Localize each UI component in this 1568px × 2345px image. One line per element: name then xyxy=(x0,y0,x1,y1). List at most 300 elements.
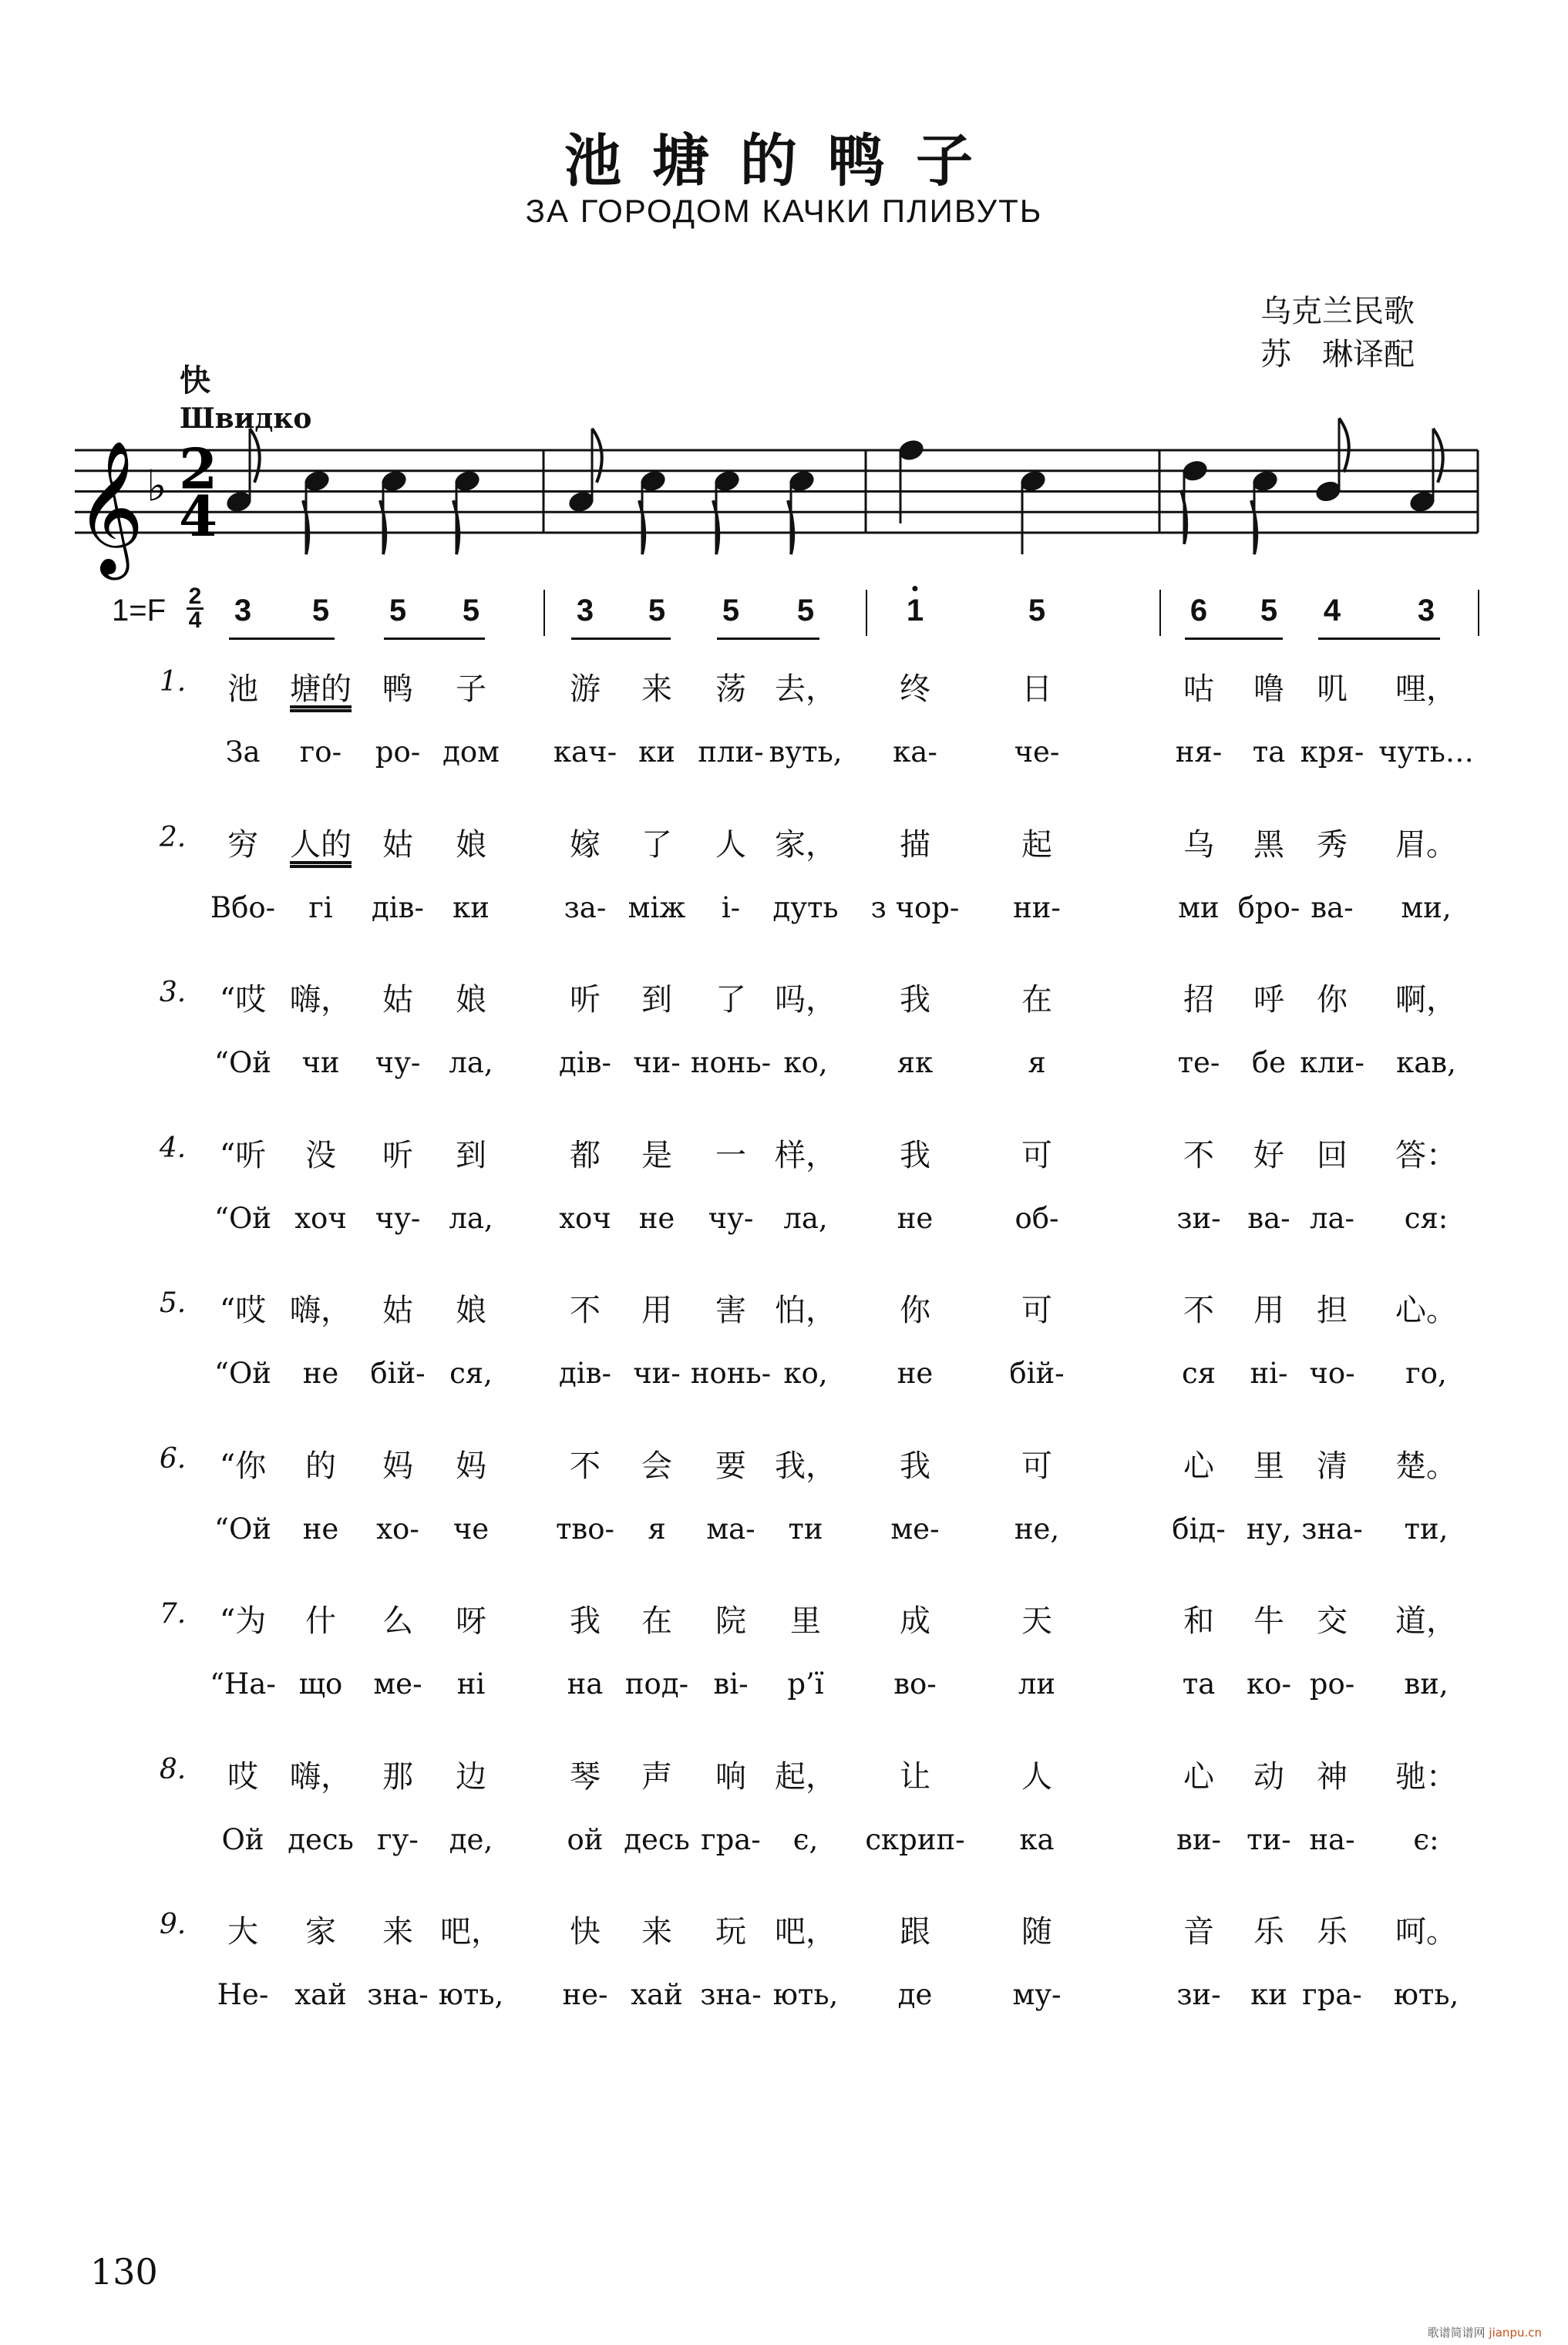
jianpu-note: 6 xyxy=(1189,594,1208,627)
verse-number: 2. xyxy=(159,821,187,853)
lyric-zh: 我， xyxy=(775,1448,836,1484)
lyric-uk: ні- xyxy=(1250,1357,1288,1390)
lyric-zh: 嗨， xyxy=(290,982,352,1018)
lyric-uk: скрип- xyxy=(865,1822,965,1856)
song-title: 池塘的鸭子 xyxy=(564,128,1004,194)
verse-number: 6. xyxy=(159,1442,187,1475)
lyric-uk: бій- xyxy=(370,1357,426,1390)
lyric-zh: 回 xyxy=(1317,1137,1348,1173)
lyric-zh: 荡 xyxy=(715,671,746,707)
jianpu-note: 5 xyxy=(389,594,407,627)
lyric-uk: ро- xyxy=(1309,1667,1355,1701)
lyric-uk: ну, xyxy=(1246,1512,1292,1546)
lyric-uk: ни- xyxy=(1013,890,1061,924)
lyric-zh: 乌 xyxy=(1183,826,1214,863)
lyric-zh: 起， xyxy=(775,1758,836,1795)
lyric-uk: дів- xyxy=(559,1046,611,1079)
jianpu-note: 5 xyxy=(311,594,330,627)
lyric-uk: не xyxy=(897,1201,934,1235)
lyric-zh: 答： xyxy=(1395,1137,1457,1173)
credit-translator: 苏 琳译配 xyxy=(1260,337,1415,372)
lyric-uk: ро- xyxy=(375,735,421,769)
lyric-uk: Не- xyxy=(217,1978,269,2011)
lyric-zh: 让 xyxy=(900,1758,930,1795)
lyric-zh: 呼 xyxy=(1253,982,1284,1018)
lyric-uk: не, xyxy=(1014,1512,1060,1546)
lyric-uk: вуть, xyxy=(769,735,843,769)
lyric-uk: не xyxy=(897,1357,934,1390)
lyric-zh: 没 xyxy=(305,1137,336,1173)
lyric-uk: ві- xyxy=(713,1667,749,1701)
lyric-zh: 吧， xyxy=(440,1914,502,1950)
lyric-uk: ла- xyxy=(1309,1201,1355,1235)
lyric-zh: 担 xyxy=(1317,1293,1348,1328)
lyric-uk: дів- xyxy=(559,1357,611,1390)
lyric-uk: десь xyxy=(624,1822,690,1856)
lyric-uk: кав, xyxy=(1396,1046,1456,1079)
lyric-uk: є, xyxy=(792,1822,819,1856)
lyric-zh: 院 xyxy=(715,1603,746,1639)
time-sig-bottom: 4 xyxy=(179,483,218,549)
lyric-zh: 呵。 xyxy=(1395,1914,1457,1950)
jianpu-note: 3 xyxy=(234,594,252,627)
verse-number: 9. xyxy=(159,1909,187,1940)
lyric-uk: десь xyxy=(288,1822,354,1856)
lyric-zh: 和 xyxy=(1183,1603,1214,1639)
lyric-zh: 来 xyxy=(641,671,672,707)
lyric-uk: чуть… xyxy=(1378,735,1474,769)
lyric-zh: 娘 xyxy=(456,1293,486,1328)
barline xyxy=(543,590,545,636)
note-flag xyxy=(592,429,602,483)
verse-number: 8. xyxy=(159,1753,187,1785)
lyric-uk: кли- xyxy=(1300,1046,1364,1079)
page-number: 130 xyxy=(90,2251,158,2293)
lyric-uk: ють, xyxy=(772,1978,839,2011)
lyric-zh: 秀 xyxy=(1317,826,1348,863)
lyric-zh: 娘 xyxy=(456,826,486,863)
lyric-uk: не xyxy=(302,1512,339,1546)
lyric-uk: го- xyxy=(299,735,342,769)
lyric-zh: 我 xyxy=(900,1448,930,1484)
lyric-uk: пли- xyxy=(698,735,764,769)
lyric-zh: 我 xyxy=(900,1137,930,1173)
jianpu-note: 5 xyxy=(722,594,740,627)
lyric-uk: та xyxy=(1182,1667,1216,1701)
lyric-zh: 好 xyxy=(1253,1137,1284,1173)
lyric-uk: тво- xyxy=(555,1512,615,1546)
lyric-uk: ти- xyxy=(1247,1822,1291,1856)
lyric-uk: ки xyxy=(638,735,675,769)
lyric-uk: во- xyxy=(893,1667,937,1701)
lyric-uk: ли xyxy=(1018,1667,1056,1701)
jianpu-note: 3 xyxy=(576,594,594,627)
lyric-zh: 可 xyxy=(1021,1137,1052,1173)
lyric-zh: 牛 xyxy=(1253,1603,1284,1639)
lyric-uk: нонь- xyxy=(690,1046,772,1079)
lyric-uk: гра- xyxy=(1302,1978,1362,2011)
lyric-zh: 姑 xyxy=(382,1293,413,1328)
lyric-zh: 怕， xyxy=(775,1293,836,1328)
lyric-uk: не xyxy=(638,1201,675,1235)
lyric-uk: не- xyxy=(562,1978,608,2011)
lyric-uk: зна- xyxy=(367,1978,429,2011)
lyric-zh: 穷 xyxy=(227,826,258,863)
lyric-zh: 么 xyxy=(382,1603,413,1639)
lyric-uk: ми, xyxy=(1401,890,1452,924)
verse-number: 3. xyxy=(159,977,187,1008)
watermark-cn: 歌谱简谱网 xyxy=(1427,2326,1486,2340)
jianpu-note: 4 xyxy=(1323,594,1341,627)
lyric-zh: 来 xyxy=(641,1914,672,1950)
lyric-zh: 吗， xyxy=(775,982,836,1018)
lyric-zh: 到 xyxy=(456,1137,486,1173)
lyric-uk: де, xyxy=(449,1822,493,1856)
lyric-uk: ся xyxy=(1181,1357,1216,1390)
lyric-zh: 起 xyxy=(1021,826,1052,863)
lyric-uk: на xyxy=(567,1667,604,1701)
lyric-zh: 黑 xyxy=(1253,826,1284,863)
lyric-zh: 楚。 xyxy=(1395,1448,1457,1484)
lyric-uk: дуть xyxy=(772,890,839,924)
lyric-zh: 响 xyxy=(715,1758,746,1795)
lyric-uk: ко- xyxy=(1247,1667,1291,1701)
lyric-zh: 可 xyxy=(1021,1293,1052,1328)
lyric-zh: “听 xyxy=(219,1137,267,1173)
song-subtitle: ЗА ГОРОДОМ КАЧКИ ПЛИВУТЬ xyxy=(525,193,1043,229)
lyric-uk: хоч xyxy=(294,1201,347,1235)
lyric-uk: між xyxy=(628,890,686,924)
lyric-zh: 什 xyxy=(305,1603,336,1639)
lyric-zh: 塘的 xyxy=(290,671,352,707)
lyric-zh: 大 xyxy=(227,1914,258,1950)
lyric-zh: 边 xyxy=(456,1758,486,1795)
treble-clef-icon: 𝄞 xyxy=(76,440,144,574)
lyric-uk: му- xyxy=(1012,1978,1062,2011)
lyric-uk: зи- xyxy=(1176,1201,1221,1235)
lyric-uk: Вбо- xyxy=(210,890,276,924)
lyric-zh: 交 xyxy=(1317,1603,1348,1639)
lyric-zh: 驰： xyxy=(1395,1758,1457,1795)
lyric-uk: бе xyxy=(1251,1046,1287,1079)
lyric-zh: 可 xyxy=(1021,1448,1052,1484)
lyric-zh: 跟 xyxy=(900,1914,930,1950)
lyric-uk: че- xyxy=(1014,735,1060,769)
lyric-uk: об- xyxy=(1014,1201,1059,1235)
lyric-uk: ся: xyxy=(1404,1201,1449,1235)
lyric-zh: 人的 xyxy=(290,826,352,863)
lyric-zh: 心 xyxy=(1183,1448,1214,1484)
lyric-uk: ла, xyxy=(449,1046,493,1079)
lyric-zh: 终 xyxy=(900,671,930,707)
lyric-uk: ка xyxy=(1019,1822,1055,1856)
lyric-uk: чу- xyxy=(375,1046,421,1079)
barline xyxy=(1478,590,1479,636)
lyric-uk: бій- xyxy=(1009,1357,1065,1390)
lyric-zh: 嗨， xyxy=(290,1758,352,1795)
verse-number: 5. xyxy=(159,1287,187,1319)
lyric-uk: “Ой xyxy=(214,1357,271,1390)
lyric-zh: 来 xyxy=(382,1914,413,1950)
lyric-zh: “哎 xyxy=(219,982,267,1018)
lyric-uk: ють, xyxy=(1393,1978,1459,2011)
lyric-zh: 不 xyxy=(570,1448,601,1484)
jianpu-note: 5 xyxy=(796,594,815,627)
lyric-zh: 呀 xyxy=(456,1603,486,1639)
note-flag xyxy=(1339,419,1349,473)
lyric-uk: чи- xyxy=(633,1046,681,1079)
key-signature: 1=F xyxy=(111,594,167,627)
note-flag xyxy=(250,429,260,483)
lyric-zh: 去， xyxy=(775,671,836,707)
lyric-zh: 在 xyxy=(1021,982,1052,1018)
lyric-uk: “На- xyxy=(210,1667,276,1701)
lyric-uk: ки xyxy=(453,890,490,924)
lyric-uk: ви, xyxy=(1404,1667,1449,1701)
lyric-uk: кач- xyxy=(553,735,617,769)
lyric-zh: 心。 xyxy=(1395,1293,1457,1328)
lyric-zh: 动 xyxy=(1253,1758,1284,1795)
jianpu-note: 3 xyxy=(1417,594,1435,627)
lyric-uk: за- xyxy=(564,890,607,924)
lyric-uk: гра- xyxy=(701,1822,761,1856)
lyric-uk: дів- xyxy=(372,890,424,924)
lyric-uk: чу- xyxy=(708,1201,754,1235)
lyric-uk: дом xyxy=(442,735,500,769)
lyric-uk: ви- xyxy=(1176,1822,1221,1856)
lyric-uk: “Ой xyxy=(214,1201,271,1235)
lyric-zh: 鸭 xyxy=(382,671,413,707)
lyric-zh: 快 xyxy=(570,1914,601,1950)
lyric-uk: чу- xyxy=(375,1201,421,1235)
lyric-uk: че xyxy=(453,1512,490,1546)
lyric-zh: 咕 xyxy=(1183,671,1214,707)
lyric-zh: 家， xyxy=(775,826,836,863)
verse-number: 7. xyxy=(159,1598,187,1630)
lyric-uk: де xyxy=(897,1978,933,2011)
lyric-uk: те- xyxy=(1177,1046,1220,1079)
jianpu-note: 5 xyxy=(1260,594,1278,627)
lyric-uk: ки xyxy=(1250,1978,1287,2011)
lyric-uk: нонь- xyxy=(690,1357,772,1390)
lyric-zh: 吧， xyxy=(775,1914,836,1950)
lyric-uk: ме- xyxy=(890,1512,940,1546)
lyric-zh: 琴 xyxy=(570,1758,601,1795)
lyric-zh: 啊， xyxy=(1395,982,1457,1018)
lyric-zh: 心 xyxy=(1183,1758,1214,1795)
lyric-zh: 道， xyxy=(1395,1603,1457,1639)
lyric-zh: 乐 xyxy=(1253,1914,1284,1950)
lyric-zh: 不 xyxy=(1183,1293,1214,1328)
credit-origin: 乌克兰民歌 xyxy=(1260,294,1415,329)
lyric-zh: 声 xyxy=(641,1758,672,1795)
lyric-uk: гі xyxy=(308,890,333,924)
lyric-uk: бро- xyxy=(1237,890,1300,924)
lyric-zh: 嫁 xyxy=(570,826,601,863)
lyric-zh: 描 xyxy=(900,826,930,863)
lyric-zh: 是 xyxy=(641,1137,672,1173)
lyric-uk: не xyxy=(302,1357,339,1390)
lyric-zh: 会 xyxy=(641,1448,672,1484)
lyric-zh: 娘 xyxy=(456,982,486,1018)
lyric-zh: 清 xyxy=(1317,1448,1348,1484)
lyric-zh: 了 xyxy=(715,982,746,1018)
lyric-uk: ють, xyxy=(438,1978,504,2011)
lyric-zh: 了 xyxy=(641,826,672,863)
lyric-uk: та xyxy=(1252,735,1286,769)
lyric-uk: зна- xyxy=(1301,1512,1363,1546)
lyric-zh: 玩 xyxy=(715,1914,746,1950)
eighth-underline xyxy=(1318,638,1440,640)
lyric-uk: Ой xyxy=(221,1822,264,1856)
lyric-zh: 在 xyxy=(641,1603,672,1639)
lyric-zh: 招 xyxy=(1183,982,1214,1018)
lyric-zh: 随 xyxy=(1021,1914,1052,1950)
lyric-uk: ме- xyxy=(373,1667,422,1701)
lyric-uk: що xyxy=(298,1667,343,1701)
lyric-uk: чи- xyxy=(633,1357,681,1390)
lyric-uk: ма- xyxy=(706,1512,755,1546)
lyric-uk: гу- xyxy=(377,1822,419,1856)
lyric-uk: є: xyxy=(1413,1822,1439,1856)
time-sig-top: 2 xyxy=(179,436,218,502)
lyric-zh: 天 xyxy=(1021,1603,1052,1639)
lyric-uk: я xyxy=(648,1512,666,1546)
lyric-uk: чи xyxy=(301,1046,340,1079)
lyric-uk: под- xyxy=(624,1667,689,1701)
lyric-zh: 一 xyxy=(715,1137,746,1173)
lyric-zh: “为 xyxy=(219,1603,267,1639)
music-staff xyxy=(0,0,1568,694)
lyric-zh: 音 xyxy=(1183,1914,1214,1950)
lyric-uk: і- xyxy=(721,890,741,924)
eighth-underline xyxy=(571,638,671,640)
lyric-uk: як xyxy=(897,1046,934,1079)
lyric-uk: ти, xyxy=(1404,1512,1449,1546)
lyric-zh: 叽 xyxy=(1317,671,1348,707)
lyric-uk: ко, xyxy=(783,1357,828,1390)
lyric-zh: 姑 xyxy=(382,982,413,1018)
jianpu-note: 5 xyxy=(648,594,666,627)
lyric-zh: 我 xyxy=(570,1603,601,1639)
lyric-zh: 害 xyxy=(715,1293,746,1328)
verse-number: 1. xyxy=(159,666,187,698)
lyric-uk: “Ой xyxy=(214,1512,271,1546)
time-bottom: 4 xyxy=(188,607,202,633)
lyric-uk: За xyxy=(225,735,261,769)
lyric-uk: ой xyxy=(567,1822,604,1856)
lyric-zh: 日 xyxy=(1021,671,1052,707)
eighth-underline xyxy=(384,638,485,640)
lyric-zh: 听 xyxy=(570,982,601,1018)
lyric-uk: хо- xyxy=(376,1512,419,1546)
lyric-zh: 家 xyxy=(305,1914,336,1950)
lyric-uk: ня- xyxy=(1175,735,1223,769)
lyric-zh: 都 xyxy=(570,1137,601,1173)
lyric-uk: ся, xyxy=(449,1357,493,1390)
lyric-zh: “你 xyxy=(219,1448,267,1484)
lyric-zh: 噜 xyxy=(1253,671,1284,707)
lyric-zh: 眉。 xyxy=(1395,826,1457,863)
lyric-zh: 人 xyxy=(1021,1758,1052,1795)
lyric-zh: 嗨， xyxy=(290,1293,352,1328)
lyric-zh: 子 xyxy=(456,671,486,707)
lyric-zh: 我 xyxy=(900,982,930,1018)
lyric-uk: ла, xyxy=(449,1201,493,1235)
lyric-zh: 池 xyxy=(227,671,258,707)
lyric-uk: кря- xyxy=(1300,735,1364,769)
time-top: 2 xyxy=(188,584,202,609)
lyric-zh: 姑 xyxy=(382,826,413,863)
lyric-uk: хоч xyxy=(559,1201,611,1235)
jianpu-note: 5 xyxy=(1028,594,1046,627)
lyric-zh: 你 xyxy=(1317,982,1348,1018)
jianpu-note: 5 xyxy=(462,594,480,627)
lyric-zh: 妈 xyxy=(382,1448,413,1484)
lyric-uk: ла, xyxy=(783,1201,828,1235)
lyric-zh: 哎 xyxy=(227,1758,258,1795)
octave-dot xyxy=(913,586,918,591)
eighth-underline xyxy=(1185,638,1283,640)
lyric-zh: 用 xyxy=(1253,1293,1284,1328)
lyric-uk: “Ой xyxy=(214,1046,271,1079)
lyric-zh: 神 xyxy=(1317,1758,1348,1795)
lyric-zh: “哎 xyxy=(219,1293,267,1328)
tempo-marking-zh: 快 xyxy=(180,362,210,399)
lyric-zh: 不 xyxy=(570,1293,601,1328)
lyric-zh: 听 xyxy=(382,1137,413,1173)
lyric-zh: 用 xyxy=(641,1293,672,1328)
lyric-uk: на- xyxy=(1309,1822,1355,1856)
flat-icon: ♭ xyxy=(146,461,167,512)
lyric-zh: 成 xyxy=(900,1603,930,1639)
lyric-uk: ва- xyxy=(1311,890,1354,924)
lyric-zh: 人 xyxy=(715,826,746,863)
eighth-underline xyxy=(717,638,819,640)
lyric-zh: 里 xyxy=(790,1603,821,1639)
lyric-uk: ми xyxy=(1178,890,1220,924)
lyric-zh: 妈 xyxy=(456,1448,486,1484)
lyric-uk: з чор- xyxy=(870,890,960,924)
lyric-uk: ко, xyxy=(783,1046,828,1079)
lyric-zh: 里 xyxy=(1253,1448,1284,1484)
barline xyxy=(866,590,867,636)
lyric-uk: ва- xyxy=(1247,1201,1290,1235)
lyric-uk: зна- xyxy=(700,1978,762,2011)
lyric-zh: 不 xyxy=(1183,1137,1214,1173)
lyric-zh: 要 xyxy=(715,1448,746,1484)
barline xyxy=(1159,590,1161,636)
lyric-zh: 游 xyxy=(570,671,601,707)
tempo-marking-uk: Швидко xyxy=(180,402,312,435)
jianpu-note: 1 xyxy=(907,594,924,628)
lyric-zh: 你 xyxy=(900,1293,930,1328)
lyric-uk: зи- xyxy=(1176,1978,1221,2011)
lyric-uk: ні xyxy=(456,1667,486,1701)
time-signature xyxy=(187,586,204,631)
watermark xyxy=(1428,2324,1542,2340)
lyric-zh: 那 xyxy=(382,1758,413,1795)
lyric-zh: 到 xyxy=(641,982,672,1018)
lyric-uk: р’ї xyxy=(787,1667,824,1701)
lyric-uk: ти xyxy=(788,1512,823,1546)
lyric-zh: 乐 xyxy=(1317,1914,1348,1950)
lyric-uk: бід- xyxy=(1172,1512,1226,1546)
lyric-uk: чо- xyxy=(1309,1357,1355,1390)
eighth-underline xyxy=(229,638,335,640)
lyric-uk: я xyxy=(1028,1046,1046,1079)
lyric-zh: 哩， xyxy=(1395,671,1457,707)
